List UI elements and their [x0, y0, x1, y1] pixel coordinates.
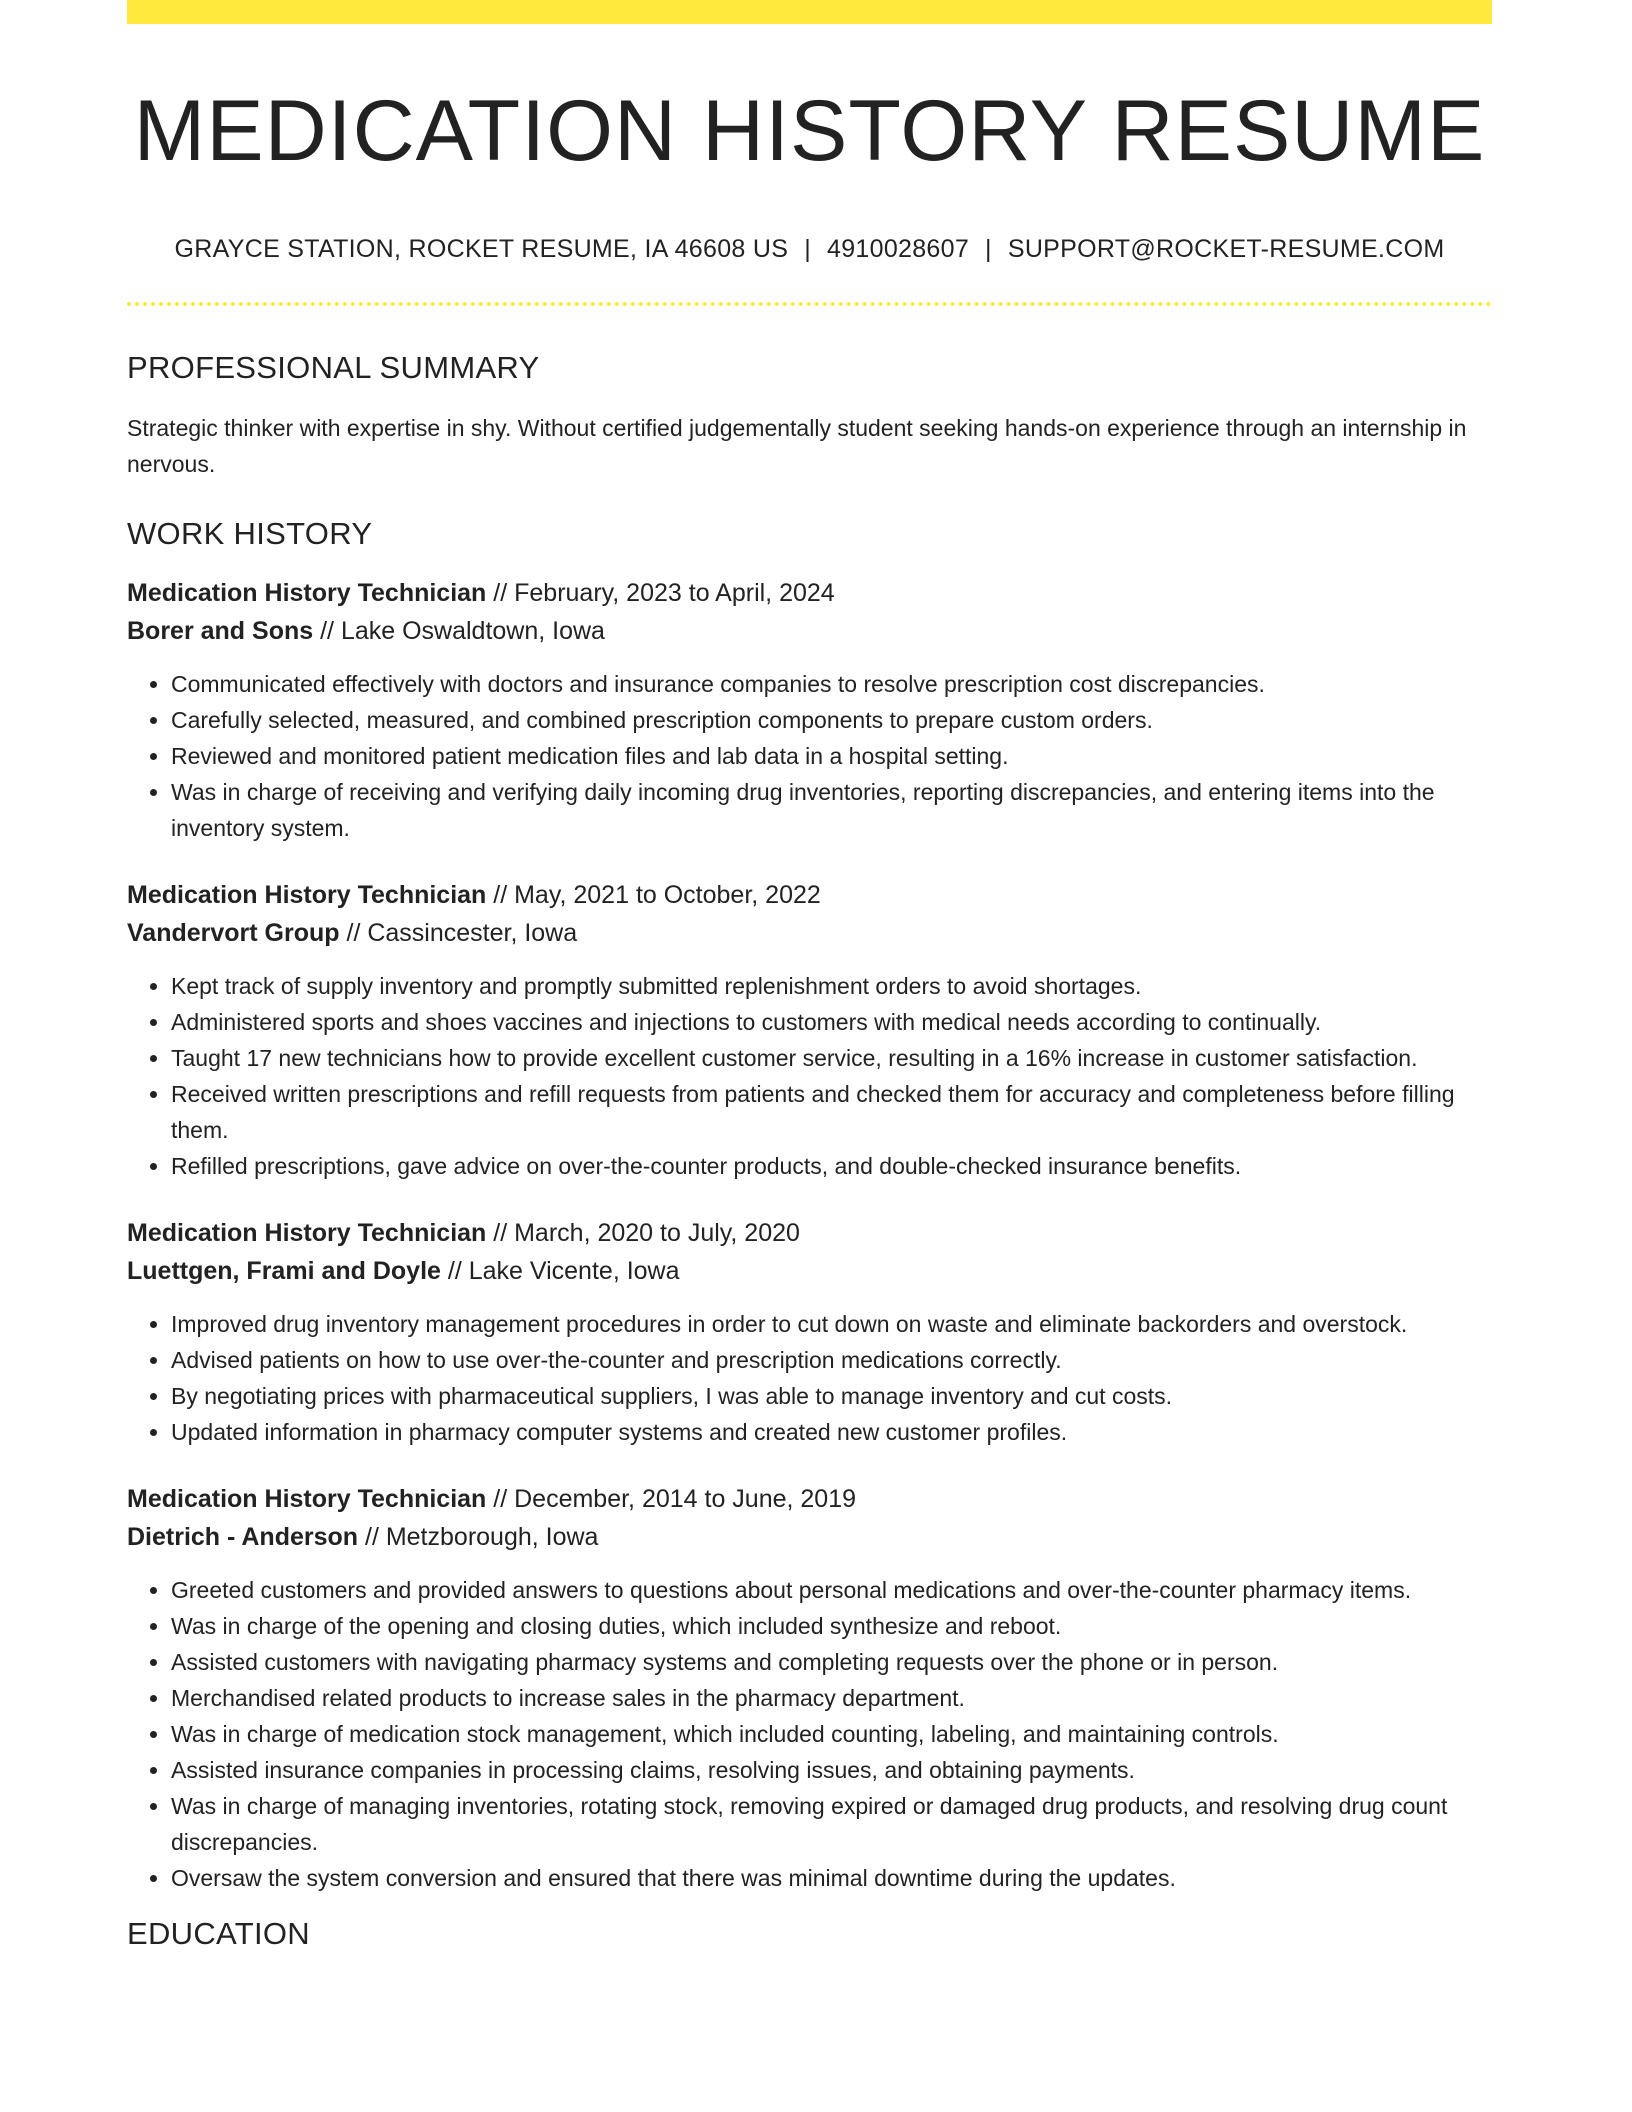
job-bullet: • Assisted insurance companies in processing claims, resolving issues, and obtaining payments. — [171, 1752, 1492, 1788]
work-history-heading: WORK HISTORY — [127, 516, 373, 552]
job-bullet: • Improved drug inventory management procedures in order to cut down on waste and eliminate backorders and overstock. — [171, 1306, 1492, 1342]
education-heading: EDUCATION — [127, 1916, 310, 1952]
job-bullet: • Advised patients on how to use over-the-counter and prescription medications correctly. — [171, 1342, 1492, 1378]
job-company-line — [127, 612, 1492, 650]
contact-separator: | — [804, 235, 811, 264]
job-bullet: • Was in charge of medication stock management, which included counting, labeling, and maintaining controls. — [171, 1716, 1492, 1752]
job-entry — [127, 1480, 1492, 1896]
job-bullet: • Received written prescriptions and refill requests from patients and checked them for accuracy and completeness before filling them. — [171, 1076, 1492, 1148]
job-bullet: • Carefully selected, measured, and combined prescription components to prepare custom orders. — [171, 702, 1492, 738]
job-bullets — [127, 1572, 1492, 1896]
job-bullet: • Greeted customers and provided answers to questions about personal medications and over-the-counter pharmacy items. — [171, 1572, 1492, 1608]
job-bullet: • Reviewed and monitored patient medication files and lab data in a hospital setting. — [171, 738, 1492, 774]
job-bullet: • Assisted customers with navigating pharmacy systems and completing requests over the phone or in person. — [171, 1644, 1492, 1680]
job-bullet: • Was in charge of managing inventories, rotating stock, removing expired or damaged drug products, and resolving drug count discrepancies. — [171, 1788, 1492, 1860]
job-bullets — [127, 666, 1492, 846]
resume-title: MEDICATION HISTORY RESUME — [133, 83, 1486, 179]
job-bullet: • By negotiating prices with pharmaceutical suppliers, I was able to manage inventory and cut costs. — [171, 1378, 1492, 1414]
job-company-line — [127, 1518, 1492, 1556]
contact-phone: 4910028607 — [827, 235, 970, 264]
job-company: Borer and Sons — [127, 617, 314, 646]
job-entry — [127, 574, 1492, 846]
job-title: Medication History Technician — [127, 1219, 487, 1248]
job-dates: // February, 2023 to April, 2024 — [486, 579, 835, 608]
job-bullet: • Was in charge of the opening and closing duties, which included synthesize and reboot. — [171, 1608, 1492, 1644]
resume-page — [127, 0, 1492, 1952]
contact-separator: | — [985, 235, 992, 264]
job-title: Medication History Technician — [127, 881, 487, 910]
job-bullet: • Was in charge of receiving and verifying daily incoming drug inventories, reporting discrepancies, and entering items into the inventory system. — [171, 774, 1492, 846]
job-entry — [127, 1214, 1492, 1450]
job-location: // Metzborough, Iowa — [358, 1523, 599, 1552]
contact-address: GRAYCE STATION, ROCKET RESUME, IA 46608 US — [174, 235, 789, 264]
summary-heading: PROFESSIONAL SUMMARY — [127, 350, 540, 386]
contact-email[interactable]: SUPPORT@ROCKET-RESUME.COM — [1007, 235, 1445, 264]
job-bullet: • Taught 17 new technicians how to provide excellent customer service, resulting in a 16% increase in customer satisfaction. — [171, 1040, 1492, 1076]
job-bullet: • Merchandised related products to increase sales in the pharmacy department. — [171, 1680, 1492, 1716]
job-bullet: • Communicated effectively with doctors and insurance companies to resolve prescription cost discrepancies. — [171, 666, 1492, 702]
job-title: Medication History Technician — [127, 579, 487, 608]
job-location: // Lake Vicente, Iowa — [440, 1257, 680, 1286]
job-entry — [127, 876, 1492, 1184]
job-company: Dietrich - Anderson — [127, 1523, 359, 1552]
job-dates: // March, 2020 to July, 2020 — [486, 1219, 800, 1248]
job-company-line — [127, 914, 1492, 952]
job-company: Vandervort Group — [127, 919, 340, 948]
job-location: // Lake Oswaldtown, Iowa — [313, 617, 605, 646]
job-bullet: • Updated information in pharmacy computer systems and created new customer profiles. — [171, 1414, 1492, 1450]
job-title: Medication History Technician — [127, 1485, 487, 1514]
job-bullet: • Administered sports and shoes vaccines and injections to customers with medical needs according to continually. — [171, 1004, 1492, 1040]
dotted-divider — [127, 302, 1492, 306]
job-title-line — [127, 876, 1492, 914]
job-bullet: • Oversaw the system conversion and ensured that there was minimal downtime during the updates. — [171, 1860, 1492, 1896]
job-dates: // December, 2014 to June, 2019 — [486, 1485, 857, 1514]
job-company: Luettgen, Frami and Doyle — [127, 1257, 441, 1286]
job-bullet: • Kept track of supply inventory and promptly submitted replenishment orders to avoid shortages. — [171, 968, 1492, 1004]
accent-top-bar — [127, 0, 1492, 24]
contact-line — [127, 235, 1492, 264]
job-bullets — [127, 968, 1492, 1184]
job-dates: // May, 2021 to October, 2022 — [486, 881, 821, 910]
job-location: // Cassincester, Iowa — [339, 919, 578, 948]
job-company-line — [127, 1252, 1492, 1290]
summary-text: Strategic thinker with expertise in shy. Without certified judgementally student seeking hands-on experience through an internship in nervous. — [127, 415, 1467, 478]
job-title-line — [127, 574, 1492, 612]
job-title-line — [127, 1214, 1492, 1252]
job-bullets — [127, 1306, 1492, 1450]
job-bullet: • Refilled prescriptions, gave advice on over-the-counter products, and double-checked insurance benefits. — [171, 1148, 1492, 1184]
job-title-line — [127, 1480, 1492, 1518]
